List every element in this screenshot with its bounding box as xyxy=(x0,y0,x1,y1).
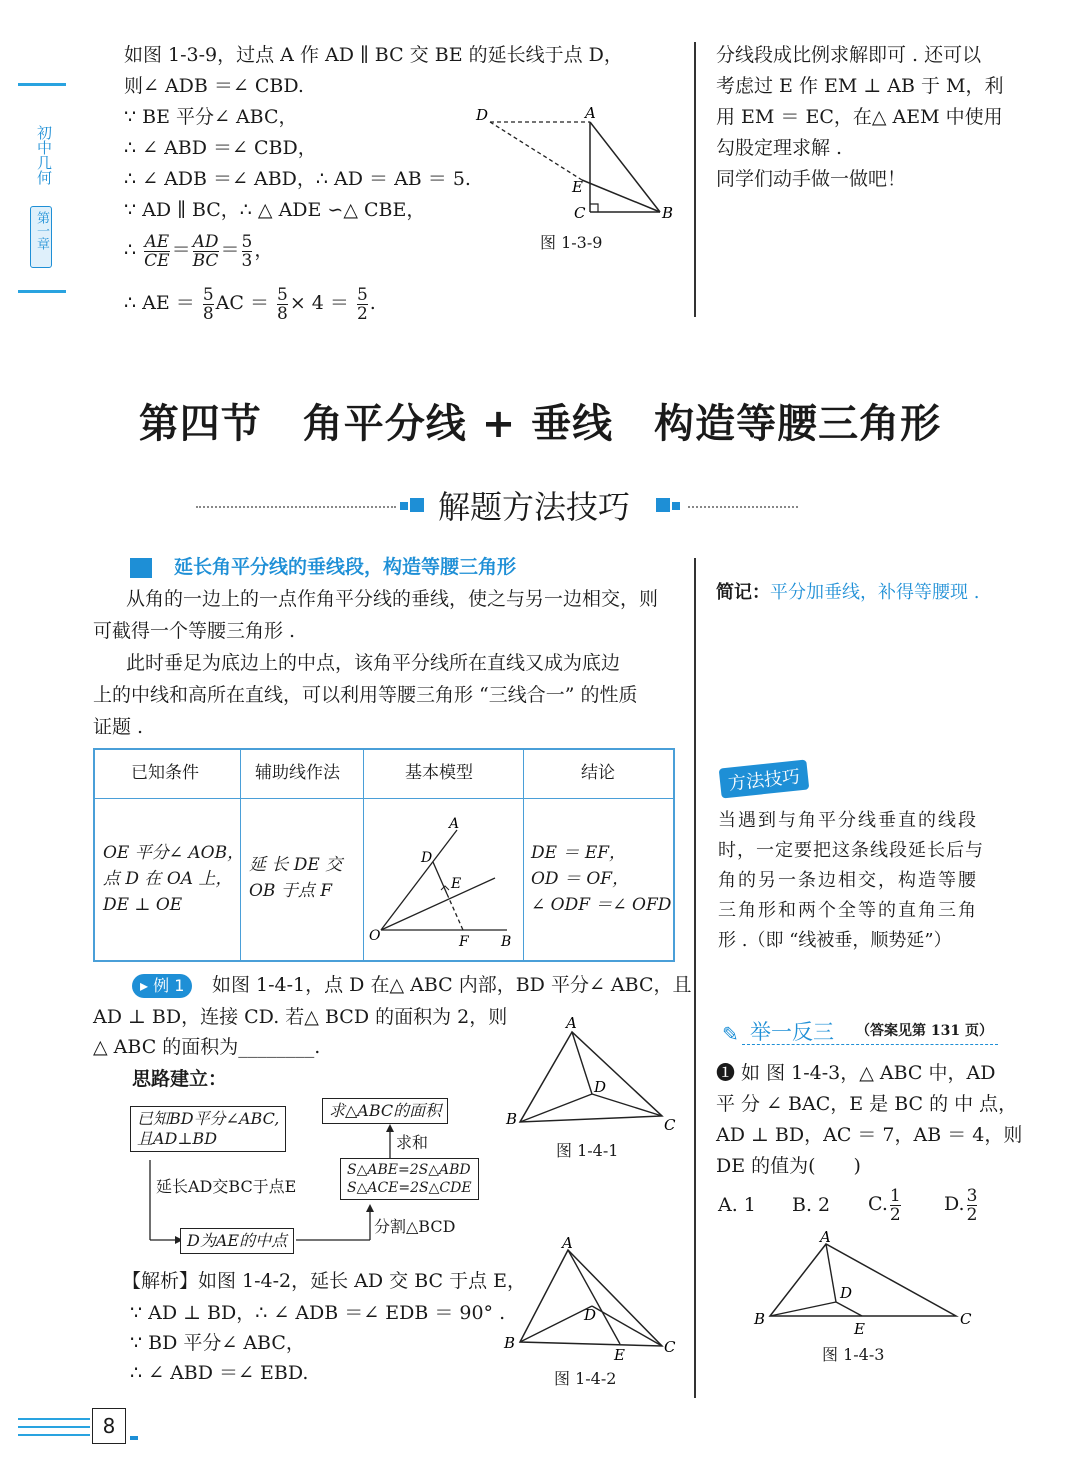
side-tab-label: 初中几何 xyxy=(35,125,53,185)
fig139-label-c: C xyxy=(574,204,586,220)
figure-1-4-2 xyxy=(500,1236,690,1362)
ratio-c-den: 3 xyxy=(241,250,253,271)
option-a: A. 1 xyxy=(718,1194,756,1216)
option-c-num: 1 xyxy=(889,1185,901,1206)
brief-note-text: 平分加垂线，补得等腰现 . xyxy=(770,582,980,603)
column-divider-top xyxy=(694,42,696,317)
option-d-num: 3 xyxy=(966,1185,978,1206)
page-corner-mark xyxy=(130,1436,138,1440)
footer-rule-3 xyxy=(18,1434,90,1436)
play-icon: ▸ xyxy=(140,976,149,995)
thinking-label: 思路建立： xyxy=(132,1068,228,1090)
fig142-label-b: B xyxy=(504,1334,516,1352)
intro-line-2: 可截得一个等腰三角形 . xyxy=(93,620,296,642)
model-label-o: O xyxy=(369,928,381,944)
fig142-label-d: D xyxy=(584,1306,597,1324)
option-b: B. 2 xyxy=(792,1194,831,1216)
ratio-frac-a xyxy=(144,233,169,270)
method-tip-line-2: 时，一定要把这条线段延长后与 xyxy=(718,840,984,861)
table-col-rule-3 xyxy=(523,750,524,960)
subheading: 延长角平分线的垂线段，构造等腰三角形 xyxy=(174,556,517,578)
ae-frac-1 xyxy=(203,286,214,323)
ae-f3-den: 2 xyxy=(356,303,368,324)
example-line-2: AD ⊥ BD，连接 CD. 若△ BCD 的面积为 2，则 xyxy=(93,1006,508,1028)
flow-box-goal: 求△ABC的面积 xyxy=(322,1098,448,1124)
option-c-den: 2 xyxy=(889,1204,901,1225)
ratio-c-num: 5 xyxy=(241,231,253,252)
angle-bisector-model-figure xyxy=(367,812,521,954)
fig141-label-c: C xyxy=(664,1116,676,1132)
option-d xyxy=(944,1184,979,1224)
ratio-frac-b xyxy=(193,233,219,270)
fig143-label-d: D xyxy=(840,1284,853,1302)
side-rule-top xyxy=(18,83,66,86)
table-aux-1: 延 长 DE 交 xyxy=(249,855,343,875)
practice-answer-ref: （答案见第 131 页） xyxy=(856,1023,993,1039)
ae-suffix: . xyxy=(369,292,376,314)
method-tip-line-4: 三角形和两个全等的直角三角 xyxy=(718,900,978,921)
flow-box-area xyxy=(340,1158,479,1200)
page-number: 8 xyxy=(102,1414,116,1438)
intro-line-3: 此时垂足为底边上的中点，该角平分线所在直线又成为底边 xyxy=(126,652,621,674)
analysis-line-2: ∵ AD ⊥ BD，∴ ∠ ADB ＝∠ EDB ＝ 90° . xyxy=(130,1302,506,1324)
table-known-3: DE ⊥ OE xyxy=(103,895,183,915)
flow-label-split: 分割△BCD xyxy=(374,1217,456,1236)
footer-rule-1 xyxy=(18,1418,90,1420)
intro-line-4: 上的中线和高所在直线，可以利用等腰三角形 “三线合一” 的性质 xyxy=(93,684,638,706)
fig141-label-a: A xyxy=(566,1014,577,1032)
brief-note-label: 简记： xyxy=(716,582,770,603)
ae-mid2: × 4 ＝ xyxy=(289,292,349,314)
pencil-icon: ✎ xyxy=(722,1022,739,1046)
method-tip-tag: 方法技巧 xyxy=(719,759,810,798)
fig143-label-c: C xyxy=(960,1310,972,1328)
practice-heading-rule xyxy=(742,1044,998,1045)
banner-dots-right xyxy=(688,506,798,508)
ae-prefix: ∴ AE ＝ xyxy=(124,292,195,314)
table-known-2: 点 D 在 OA 上， xyxy=(103,869,233,889)
table-conclusion-2: OD ＝ OF， xyxy=(531,869,630,889)
figure-1-4-1 xyxy=(500,1012,690,1132)
option-d-label: D. xyxy=(944,1193,965,1215)
figure-1-4-1-caption: 图 1-4-1 xyxy=(556,1141,619,1160)
table-header-aux: 辅助线作法 xyxy=(255,763,340,783)
ae-f2-den: 8 xyxy=(277,303,288,324)
model-table xyxy=(93,748,675,962)
subheading-square-icon xyxy=(130,558,152,578)
fig143-label-e: E xyxy=(854,1320,865,1338)
example-badge-label: 例 1 xyxy=(153,976,185,995)
flow-box-midpoint: D为AE的中点 xyxy=(180,1228,294,1254)
side-tab-chapter xyxy=(30,206,52,268)
method-tip-line-1: 当遇到与角平分线垂直的线段 xyxy=(718,810,978,831)
fig139-label-b: B xyxy=(662,204,674,220)
method-tip-line-5: 形 .（即 “线被垂，顺势延”） xyxy=(718,930,952,951)
fig143-label-b: B xyxy=(754,1310,766,1328)
proof-line-1: 如图 1-3-9，过点 A 作 AD ∥ BC 交 BE 的延长线于点 D， xyxy=(124,44,623,66)
ratio-b-num: AD xyxy=(192,231,219,252)
proof-line-3: ∵ BE 平分∠ ABC， xyxy=(124,106,298,128)
section-title: 第四节 角平分线 + 垂线 构造等腰三角形 xyxy=(138,401,942,447)
table-known-1: OE 平分∠ AOB， xyxy=(103,843,245,863)
ratio-b-den: BC xyxy=(192,250,219,271)
figure-1-3-9-caption: 图 1-3-9 xyxy=(540,233,603,252)
option-c-frac xyxy=(890,1187,901,1224)
model-label-f: F xyxy=(459,934,469,950)
proof-line-5: ∴ ∠ ADB ＝∠ ABD，∴ AD ＝ AB ＝ 5. xyxy=(124,168,471,190)
proof-line-4: ∴ ∠ ABD ＝∠ CBD， xyxy=(124,137,317,159)
fig139-label-e: E xyxy=(572,178,583,196)
table-conclusion-1: DE ＝ EF， xyxy=(531,843,627,863)
ae-f2-num: 5 xyxy=(277,284,288,305)
example-badge xyxy=(132,974,192,998)
banner-square-icon-right xyxy=(656,498,680,514)
model-label-a: A xyxy=(449,816,460,832)
column-divider-bottom xyxy=(694,558,696,1398)
example-line-1: 如图 1-4-1，点 D 在△ ABC 内部，BD 平分∠ ABC，且 xyxy=(212,974,692,996)
ratio-line: ∴ $\frac{AE}{CE}$ ＝ $\frac{AD}{BC}$ ＝ $\frac{5}{3}$ ， xyxy=(124,231,274,271)
ae-f1-num: 5 xyxy=(202,284,214,305)
fig139-label-d: D xyxy=(476,106,489,124)
figure-1-3-9 xyxy=(470,100,690,220)
note-line-5: 同学们动手做一做吧！ xyxy=(716,168,907,190)
banner-square-icon-left xyxy=(400,498,424,514)
ratio-a-den: CE xyxy=(144,250,170,271)
example-line-3: △ ABC 的面积为________. xyxy=(93,1036,321,1058)
fig142-label-e: E xyxy=(614,1346,625,1362)
fig142-label-a: A xyxy=(562,1236,573,1252)
flow-label-sum: 求和 xyxy=(396,1133,429,1152)
flow-label-extend: 延长AD交BC于点E xyxy=(156,1177,297,1196)
side-rule-bottom xyxy=(18,290,66,293)
note-line-2: 考虑过 E 作 EM ⊥ AB 于 M，利 xyxy=(716,75,1004,97)
fig141-label-d: D xyxy=(594,1078,607,1096)
ae-frac-3 xyxy=(357,286,368,323)
flow-box-given-line2: 且AD⊥BD xyxy=(137,1129,218,1148)
brief-note xyxy=(716,580,979,606)
note-line-1: 分线段成比例求解即可 . 还可以 xyxy=(716,44,982,66)
table-header-model: 基本模型 xyxy=(405,763,473,783)
method-tip-line-3: 角的另一条边相交，构造等腰 xyxy=(718,870,978,891)
ae-mid: AC ＝ xyxy=(215,292,269,314)
footer-rule-2 xyxy=(18,1426,90,1428)
practice-line-1: ❶ 如 图 1-4-3，△ ABC 中，AD xyxy=(716,1062,996,1084)
table-header-conclusion: 结论 xyxy=(581,763,615,783)
table-conclusion-3: ∠ ODF ＝∠ OFD xyxy=(531,895,672,915)
option-d-frac xyxy=(967,1187,978,1224)
table-col-rule-2 xyxy=(363,750,364,960)
intro-line-5: 证题 . xyxy=(93,716,144,738)
fig142-label-c: C xyxy=(664,1338,676,1356)
option-c-label: C. xyxy=(868,1193,888,1215)
model-label-e: E xyxy=(451,876,462,892)
table-aux-2: OB 于点 F xyxy=(249,881,333,901)
fig141-label-b: B xyxy=(506,1110,518,1128)
ratio-a-num: AE xyxy=(144,231,170,252)
analysis-line-4: ∴ ∠ ABD ＝∠ EBD. xyxy=(130,1362,309,1384)
flow-box-given-line1: 已知BD平分∠ABC, xyxy=(137,1109,280,1128)
option-c xyxy=(868,1184,903,1224)
ratio-prefix: ∴ xyxy=(124,239,137,261)
fig143-label-a: A xyxy=(820,1230,831,1246)
note-line-3: 用 EM ＝ EC，在△ AEM 中使用 xyxy=(716,106,1003,128)
analysis-line-1: 【解析】如图 1-4-2，延长 AD 交 BC 于点 E， xyxy=(122,1270,527,1292)
ae-f1-den: 8 xyxy=(202,303,214,324)
ae-f3-num: 5 xyxy=(356,284,368,305)
proof-line-2: 则∠ ADB ＝∠ CBD. xyxy=(124,75,304,97)
practice-line-4: DE 的值为( ) xyxy=(716,1155,861,1177)
proof-line-6: ∵ AD ∥ BC，∴ △ ADE ∽△ CBE， xyxy=(124,199,426,221)
practice-heading: 举一反三 xyxy=(750,1020,834,1044)
ratio-suffix: ， xyxy=(254,239,274,261)
model-label-d: D xyxy=(421,850,433,866)
intro-line-1: 从角的一边上的一点作角平分线的垂线，使之与另一边相交，则 xyxy=(126,588,659,610)
note-line-4: 勾股定理求解 . xyxy=(716,137,843,159)
figure-1-4-3-caption: 图 1-4-3 xyxy=(822,1345,885,1364)
flow-box-area-line1: S△ABE=2S△ABD xyxy=(347,1162,471,1178)
figure-1-4-2-caption: 图 1-4-2 xyxy=(554,1369,617,1388)
fig139-label-a: A xyxy=(585,104,596,122)
practice-line-2: 平 分 ∠ BAC，E 是 BC 的 中 点， xyxy=(716,1093,1018,1115)
ratio-frac-c xyxy=(242,233,253,270)
flow-box-area-line2: S△ACE=2S△CDE xyxy=(347,1180,472,1196)
model-label-b: B xyxy=(501,934,512,950)
ae-frac-2 xyxy=(277,286,288,323)
table-header-known: 已知条件 xyxy=(131,763,199,783)
flow-box-given xyxy=(130,1106,286,1152)
practice-line-3: AD ⊥ BD，AC ＝ 7，AB ＝ 4，则 xyxy=(716,1124,1023,1146)
method-banner-title: 解题方法技巧 xyxy=(438,488,631,526)
banner-dots-left xyxy=(196,506,396,508)
option-d-den: 2 xyxy=(966,1204,978,1225)
ae-line xyxy=(124,283,376,323)
page-number-box xyxy=(92,1408,126,1444)
side-chapter-text: 第一章 xyxy=(34,211,49,250)
analysis-line-3: ∵ BD 平分∠ ABC， xyxy=(130,1332,305,1354)
table-header-rule xyxy=(95,798,673,799)
figure-1-4-3 xyxy=(748,1230,988,1342)
